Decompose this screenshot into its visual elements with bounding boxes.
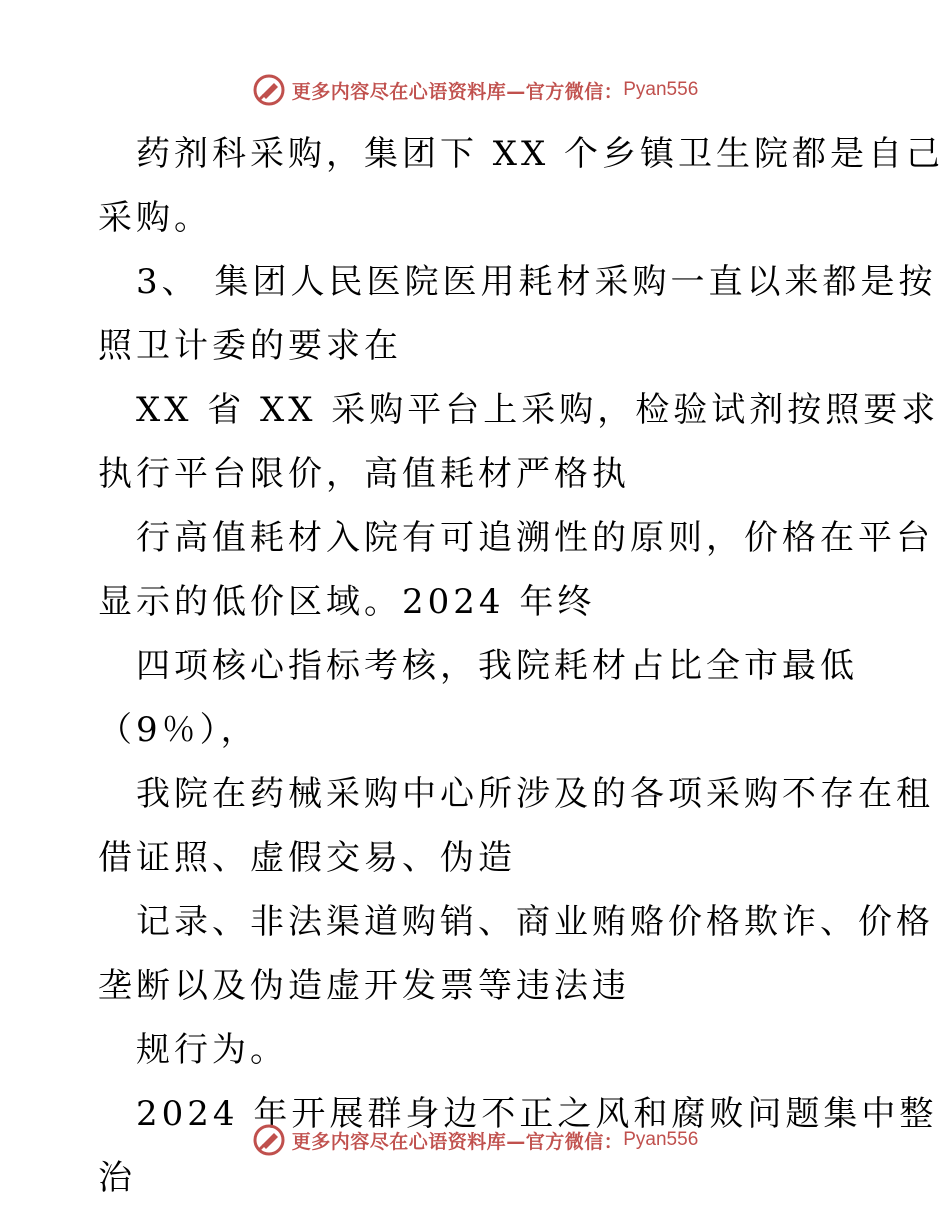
body-line: XX 省 XX 采购平台上采购，检验试剂按照要求	[136, 390, 940, 430]
body-line: 治	[98, 1158, 136, 1198]
body-line: 采购。	[98, 198, 212, 238]
body-line: 记录、非法渠道购销、商业贿赂价格欺诈、价格	[136, 902, 934, 942]
body-line: 四项核心指标考核，我院耗材占比全市最低	[136, 646, 858, 686]
header-banner	[0, 70, 950, 110]
body-line: 执行平台限价，高值耗材严格执	[98, 454, 630, 494]
body-line: （9％），	[98, 710, 259, 750]
body-line: 垄断以及伪造虚开发票等违法违	[98, 966, 630, 1006]
library-logo-icon	[252, 1123, 286, 1157]
body-line: 显示的低价区域。2024 年终	[98, 582, 596, 622]
body-line: 借证照、虚假交易、伪造	[98, 838, 516, 878]
body-line: 规行为。	[136, 1030, 288, 1070]
footer-banner	[0, 1120, 950, 1160]
library-logo-icon	[252, 73, 286, 107]
body-line: 照卫计委的要求在	[98, 326, 402, 366]
footer-banner-wechat-id: Pyan556	[623, 1129, 699, 1150]
header-banner-text: 更多内容尽在心语资料库—官方微信：	[291, 80, 624, 103]
footer-banner-text: 更多内容尽在心语资料库—官方微信：	[291, 1130, 624, 1153]
document-body	[98, 122, 945, 1210]
body-line: 药剂科采购，集团下 XX 个乡镇卫生院都是自己	[136, 134, 945, 174]
body-line: 2024 年开展群身边不正之风和腐败问题集中整	[136, 1094, 938, 1134]
body-line: 我院在药械采购中心所涉及的各项采购不存在租	[136, 774, 934, 814]
header-banner-wechat-id: Pyan556	[623, 79, 699, 100]
body-line: 3、 集团人民医院医用耗材采购一直以来都是按	[136, 262, 937, 302]
body-line: 行高值耗材入院有可追溯性的原则，价格在平台	[136, 518, 934, 558]
